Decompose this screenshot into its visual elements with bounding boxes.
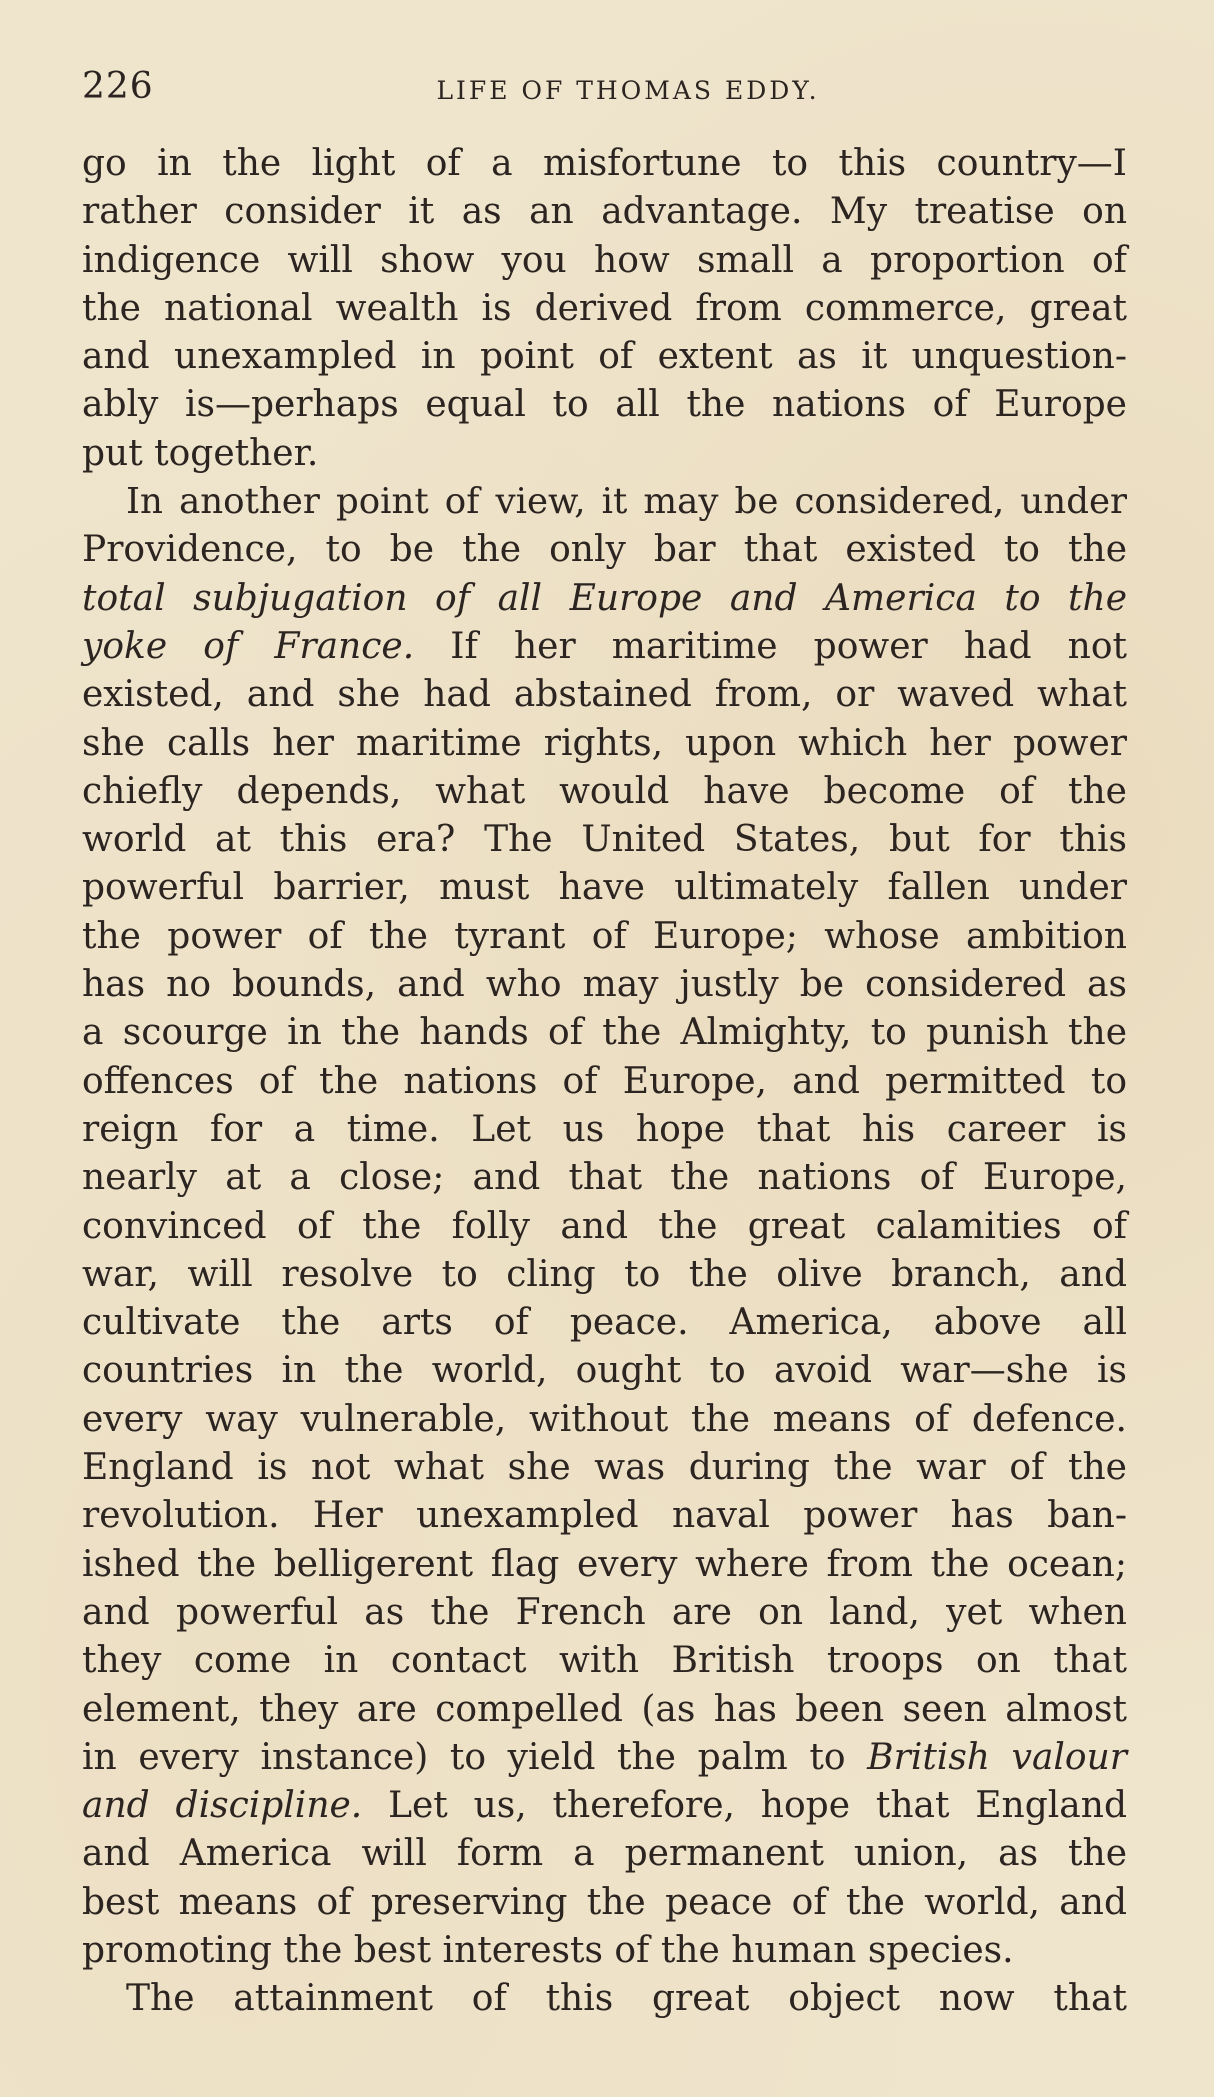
text-line [82, 333, 1127, 381]
text-line [82, 575, 1127, 623]
text-segment: In another point of view, it may be considered, under [126, 481, 1127, 523]
text-line [82, 1589, 1127, 1637]
italic-phrase: British valour [867, 1736, 1127, 1778]
text-segment: element, they are compelled (as has been seen almost [82, 1688, 1127, 1730]
text-line [82, 1203, 1127, 1251]
page-number: 226 [82, 66, 154, 107]
text-line [82, 1975, 1127, 2023]
text-line [82, 1106, 1127, 1154]
text-segment: war, will resolve to cling to the olive branch, and [82, 1253, 1127, 1295]
text-segment: go in the light of a misfortune to this country—I [82, 143, 1127, 184]
text-segment: If her maritime power had not [414, 625, 1127, 667]
text-segment: chiefly depends, what would have become of the [82, 770, 1127, 812]
text-line [82, 1734, 1127, 1782]
text-segment: existed, and she had abstained from, or waved what [82, 674, 1127, 716]
page-header [82, 58, 1134, 118]
text-line [82, 1782, 1127, 1830]
text-line [82, 961, 1127, 1009]
italic-phrase: total subjugation of all Europe and America to the [82, 577, 1127, 619]
italic-phrase: yoke of France. [82, 625, 415, 667]
italic-phrase: and discipline. [82, 1785, 363, 1827]
text-segment: nearly at a close; and that the nations of Europe, [82, 1157, 1127, 1199]
text-line [82, 864, 1127, 912]
text-segment: cultivate the arts of peace. America, above all [82, 1302, 1127, 1344]
body-text [82, 140, 1127, 2024]
text-line [82, 237, 1127, 285]
text-line [82, 1009, 1127, 1057]
text-line [82, 816, 1127, 864]
text-segment: rather consider it as an advantage. My treatise on [82, 191, 1127, 233]
text-segment: Let us, therefore, hope that England [362, 1785, 1127, 1827]
text-line [82, 1444, 1127, 1492]
text-line [82, 1251, 1127, 1299]
text-segment: a scourge in the hands of the Almighty, to punish the [82, 1012, 1127, 1054]
text-line [82, 478, 1127, 526]
text-segment: the national wealth is derived from commerce, great [82, 287, 1127, 329]
text-line [82, 1686, 1127, 1734]
text-segment: Providence, to be the only bar that existed to the [82, 529, 1127, 571]
text-segment: The attainment of this great object now that [126, 1978, 1127, 2020]
text-segment: the power of the tyrant of Europe; whose ambition [82, 915, 1127, 957]
text-segment: powerful barrier, must have ultimately fallen under [82, 867, 1127, 909]
text-segment: ished the belligerent flag every where from the ocean; [82, 1543, 1127, 1585]
text-segment: and powerful as the French are on land, yet when [82, 1591, 1127, 1633]
text-segment: put together. [82, 432, 319, 474]
text-segment: offences of the nations of Europe, and permitted to [82, 1060, 1127, 1102]
text-line [82, 526, 1127, 574]
text-segment: promoting the best interests of the human species. [82, 1929, 1014, 1971]
text-segment: and unexampled in point of extent as it unquestion- [82, 336, 1127, 378]
text-segment: every way vulnerable, without the means of defence. [82, 1398, 1127, 1440]
text-line [82, 913, 1127, 961]
text-line [82, 720, 1127, 768]
text-segment: has no bounds, and who may justly be considered as [82, 964, 1127, 1006]
text-line [82, 430, 1127, 478]
text-line [82, 285, 1127, 333]
text-line [82, 140, 1127, 188]
text-segment: and America will form a permanent union, as the [82, 1833, 1127, 1875]
text-line [82, 1396, 1127, 1444]
text-segment: best means of preserving the peace of the world, and [82, 1881, 1127, 1923]
text-line [82, 188, 1127, 236]
text-segment: convinced of the folly and the great calamities of [82, 1205, 1127, 1247]
text-line [82, 1637, 1127, 1685]
text-line [82, 623, 1127, 671]
text-line [82, 1299, 1127, 1347]
text-line [82, 1058, 1127, 1106]
text-line [82, 1347, 1127, 1395]
text-segment: in every instance) to yield the palm to [82, 1736, 868, 1778]
text-line [82, 1830, 1127, 1878]
text-line [82, 1879, 1127, 1927]
text-segment: they come in contact with British troops on that [82, 1640, 1127, 1682]
text-segment: England is not what she was during the war of the [82, 1447, 1127, 1489]
text-segment: world at this era? The United States, but for this [82, 819, 1127, 861]
text-line [82, 1927, 1127, 1975]
text-segment: countries in the world, ought to avoid war—she is [82, 1350, 1127, 1392]
text-segment: indigence will show you how small a proportion of [82, 239, 1127, 281]
text-segment: ably is—perhaps equal to all the nations of Europe [82, 384, 1127, 426]
text-segment: she calls her maritime rights, upon which her power [82, 722, 1127, 764]
text-segment: revolution. Her unexampled naval power has ban- [82, 1495, 1127, 1537]
text-segment: reign for a time. Let us hope that his career is [82, 1108, 1127, 1150]
text-line [82, 1154, 1127, 1202]
text-line [82, 768, 1127, 816]
text-line [82, 1492, 1127, 1540]
text-line [82, 381, 1127, 429]
running-head: LIFE OF THOMAS EDDY. [436, 76, 820, 105]
text-line [82, 1541, 1127, 1589]
text-line [82, 671, 1127, 719]
